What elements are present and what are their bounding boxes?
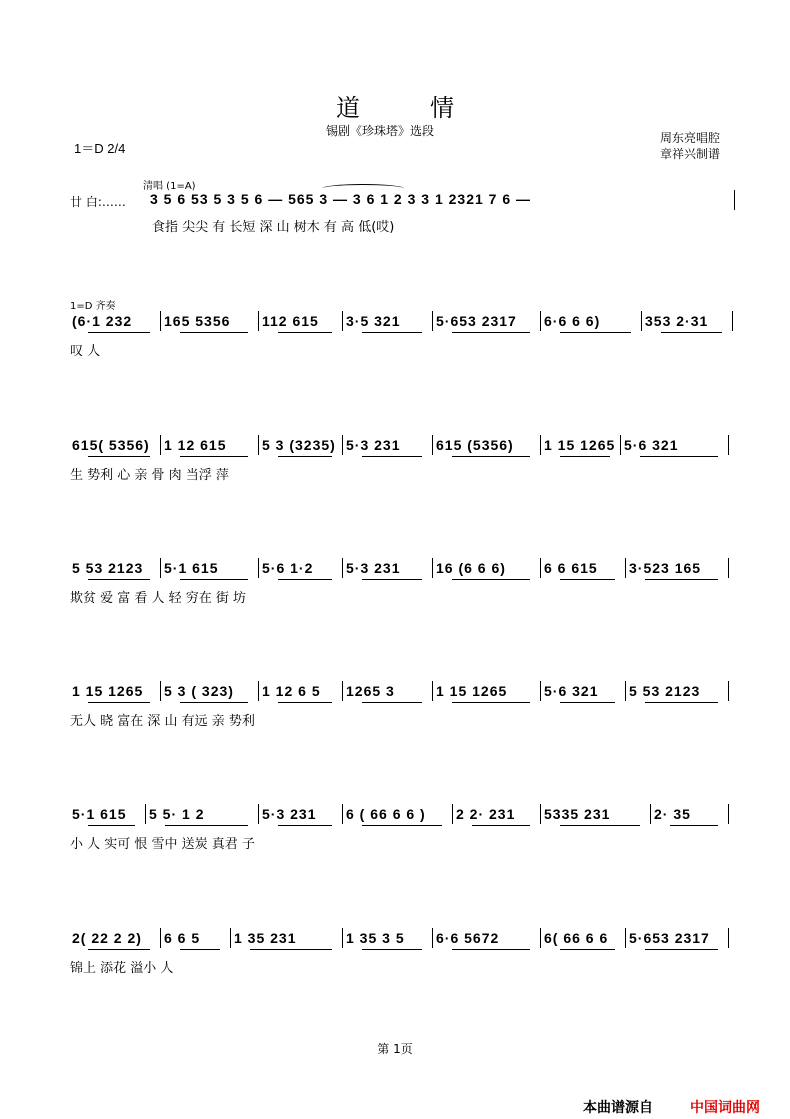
beam-underline (278, 702, 332, 703)
barline (342, 435, 343, 455)
beam-underline (640, 456, 718, 457)
barline (452, 804, 453, 824)
measure: 5·6 321 (544, 683, 599, 699)
beam-underline (560, 579, 615, 580)
barline (160, 558, 161, 578)
beam-underline (560, 949, 615, 950)
barline (432, 558, 433, 578)
barline (540, 928, 541, 948)
measure: 2· 35 (654, 806, 691, 822)
barline (540, 435, 541, 455)
beam-underline (278, 456, 332, 457)
measure: 16 (6 6 6) (436, 560, 506, 576)
measure: (6·1 232 (72, 313, 133, 329)
measure: 1 35 3 5 (346, 930, 405, 946)
beam-underline (250, 949, 332, 950)
barline (145, 804, 146, 824)
slur (322, 184, 404, 193)
measure: 5·1 615 (164, 560, 219, 576)
lyrics-line: 叹 人 (70, 344, 101, 359)
measure: 3·5 321 (346, 313, 401, 329)
beam-underline (472, 825, 530, 826)
barline (625, 928, 626, 948)
barline (625, 681, 626, 701)
beam-underline (661, 332, 722, 333)
beam-underline (278, 579, 332, 580)
barline (728, 435, 729, 455)
measure: 5·653 2317 (436, 313, 517, 329)
barline (728, 681, 729, 701)
barline (540, 558, 541, 578)
beam-underline (180, 702, 248, 703)
measure: 6 ( 66 6 6 ) (346, 806, 426, 822)
measure: 1 12 6 5 (262, 683, 321, 699)
measure: 1 15 1265 (544, 437, 616, 453)
lyrics-line: 锦上 添花 溢小 人 (70, 961, 174, 976)
system-1-lyrics: 食指 尖尖 有 长短 深 山 树木 有 高 低(哎) (152, 220, 395, 235)
beam-underline (180, 332, 248, 333)
beam-underline (180, 579, 248, 580)
beam-underline (362, 332, 422, 333)
lyrics-line: 无人 晓 富在 深 山 有远 亲 势利 (70, 714, 255, 729)
barline (342, 804, 343, 824)
beam-underline (88, 702, 150, 703)
beam-underline (645, 949, 718, 950)
source-site: 中国词曲网 (690, 1100, 760, 1116)
measure: 615( 5356) (72, 437, 150, 453)
system-1-notes: 3 5 6 53 5 3 5 6 — 565 3 — 3 6 1 2 3 3 1 2321 7 6 — (150, 191, 532, 207)
beam-underline (165, 825, 248, 826)
measure: 5·6 321 (624, 437, 679, 453)
measure: 353 2·31 (645, 313, 709, 329)
beam-underline (180, 456, 248, 457)
measure: 5335 231 (544, 806, 611, 822)
beam-underline (560, 825, 640, 826)
barline (432, 311, 433, 331)
measure: 5·6 1·2 (262, 560, 314, 576)
measure: 1265 3 (346, 683, 395, 699)
barline (732, 311, 733, 331)
measure: 5·1 615 (72, 806, 127, 822)
lyrics-line: 欺贫 爱 富 看 人 轻 穷在 街 坊 (70, 591, 247, 606)
beam-underline (362, 825, 442, 826)
measure: 5 3 ( 323) (164, 683, 234, 699)
lyrics-line: 小 人 实可 恨 雪中 送炭 真君 子 (70, 837, 255, 852)
barline (728, 928, 729, 948)
barline (620, 435, 621, 455)
barline (432, 928, 433, 948)
beam-underline (560, 456, 610, 457)
measure: 6( 66 6 6 (544, 930, 609, 946)
beam-underline (645, 579, 718, 580)
beam-underline (452, 949, 530, 950)
measure: 5·653 2317 (629, 930, 710, 946)
measure: 1 12 615 (164, 437, 227, 453)
page-number: 第 1页 (377, 1042, 413, 1056)
measure: 5·3 231 (262, 806, 317, 822)
measure: 6·6 6 6) (544, 313, 601, 329)
credits (660, 130, 720, 162)
song-title: 道情 (336, 94, 524, 122)
measure: 615 (5356) (436, 437, 514, 453)
beam-underline (452, 456, 530, 457)
beam-underline (88, 949, 150, 950)
barline (342, 681, 343, 701)
barline (728, 804, 729, 824)
beam-underline (452, 579, 530, 580)
measure: 1 15 1265 (72, 683, 144, 699)
barline (160, 928, 161, 948)
beam-underline (88, 332, 150, 333)
barline (540, 311, 541, 331)
accomp-mark: 1=D 齐奏 (70, 301, 116, 312)
measure: 5 53 2123 (72, 560, 144, 576)
measure: 112 615 (262, 313, 319, 329)
measure: 6 6 615 (544, 560, 598, 576)
barline (258, 681, 259, 701)
key-signature: 1＝D 2/4 (74, 141, 126, 156)
barline (432, 435, 433, 455)
beam-underline (452, 702, 530, 703)
beam-underline (88, 456, 150, 457)
measure: 5·3 231 (346, 437, 401, 453)
intro-mark: 清唱 (1=A) (143, 181, 196, 192)
beam-underline (670, 825, 718, 826)
beam-underline (88, 825, 135, 826)
barline (258, 311, 259, 331)
beam-underline (362, 456, 422, 457)
barline (641, 311, 642, 331)
intro-speaker: 廿 白:…… (70, 195, 126, 209)
beam-underline (452, 332, 530, 333)
measure: 6·6 5672 (436, 930, 500, 946)
barline (540, 804, 541, 824)
barline (230, 928, 231, 948)
measure: 1 35 231 (234, 930, 297, 946)
subtitle: 锡剧《珍珠塔》选段 (325, 124, 434, 138)
barline (160, 681, 161, 701)
beam-underline (645, 702, 718, 703)
barline (160, 311, 161, 331)
beam-underline (88, 579, 150, 580)
measure: 6 6 5 (164, 930, 201, 946)
barline (650, 804, 651, 824)
barline (342, 558, 343, 578)
measure: 1 15 1265 (436, 683, 508, 699)
measure: 2 2· 231 (456, 806, 516, 822)
barline (734, 190, 735, 210)
barline (258, 435, 259, 455)
barline (540, 681, 541, 701)
barline (258, 558, 259, 578)
barline (342, 928, 343, 948)
beam-underline (560, 332, 631, 333)
beam-underline (180, 949, 220, 950)
source-label: 本曲谱源自 (583, 1100, 653, 1116)
lyrics-line: 生 势利 心 亲 骨 肉 当浮 萍 (70, 468, 229, 483)
barline (342, 311, 343, 331)
beam-underline (278, 332, 332, 333)
barline (160, 435, 161, 455)
barline (728, 558, 729, 578)
credit-singer: 周东亮唱腔 (660, 131, 721, 145)
beam-underline (278, 825, 332, 826)
measure: 165 5356 (164, 313, 231, 329)
credit-notation: 章祥兴制谱 (660, 147, 721, 161)
barline (432, 681, 433, 701)
measure: 3·523 165 (629, 560, 702, 576)
beam-underline (362, 702, 422, 703)
measure: 5 53 2123 (629, 683, 701, 699)
beam-underline (560, 702, 615, 703)
measure: 2( 22 2 2) (72, 930, 142, 946)
measure: 5 3 (3235) (262, 437, 336, 453)
barline (625, 558, 626, 578)
measure: 5·3 231 (346, 560, 401, 576)
measure: 5 5· 1 2 (149, 806, 205, 822)
barline (258, 804, 259, 824)
beam-underline (362, 949, 422, 950)
beam-underline (362, 579, 422, 580)
